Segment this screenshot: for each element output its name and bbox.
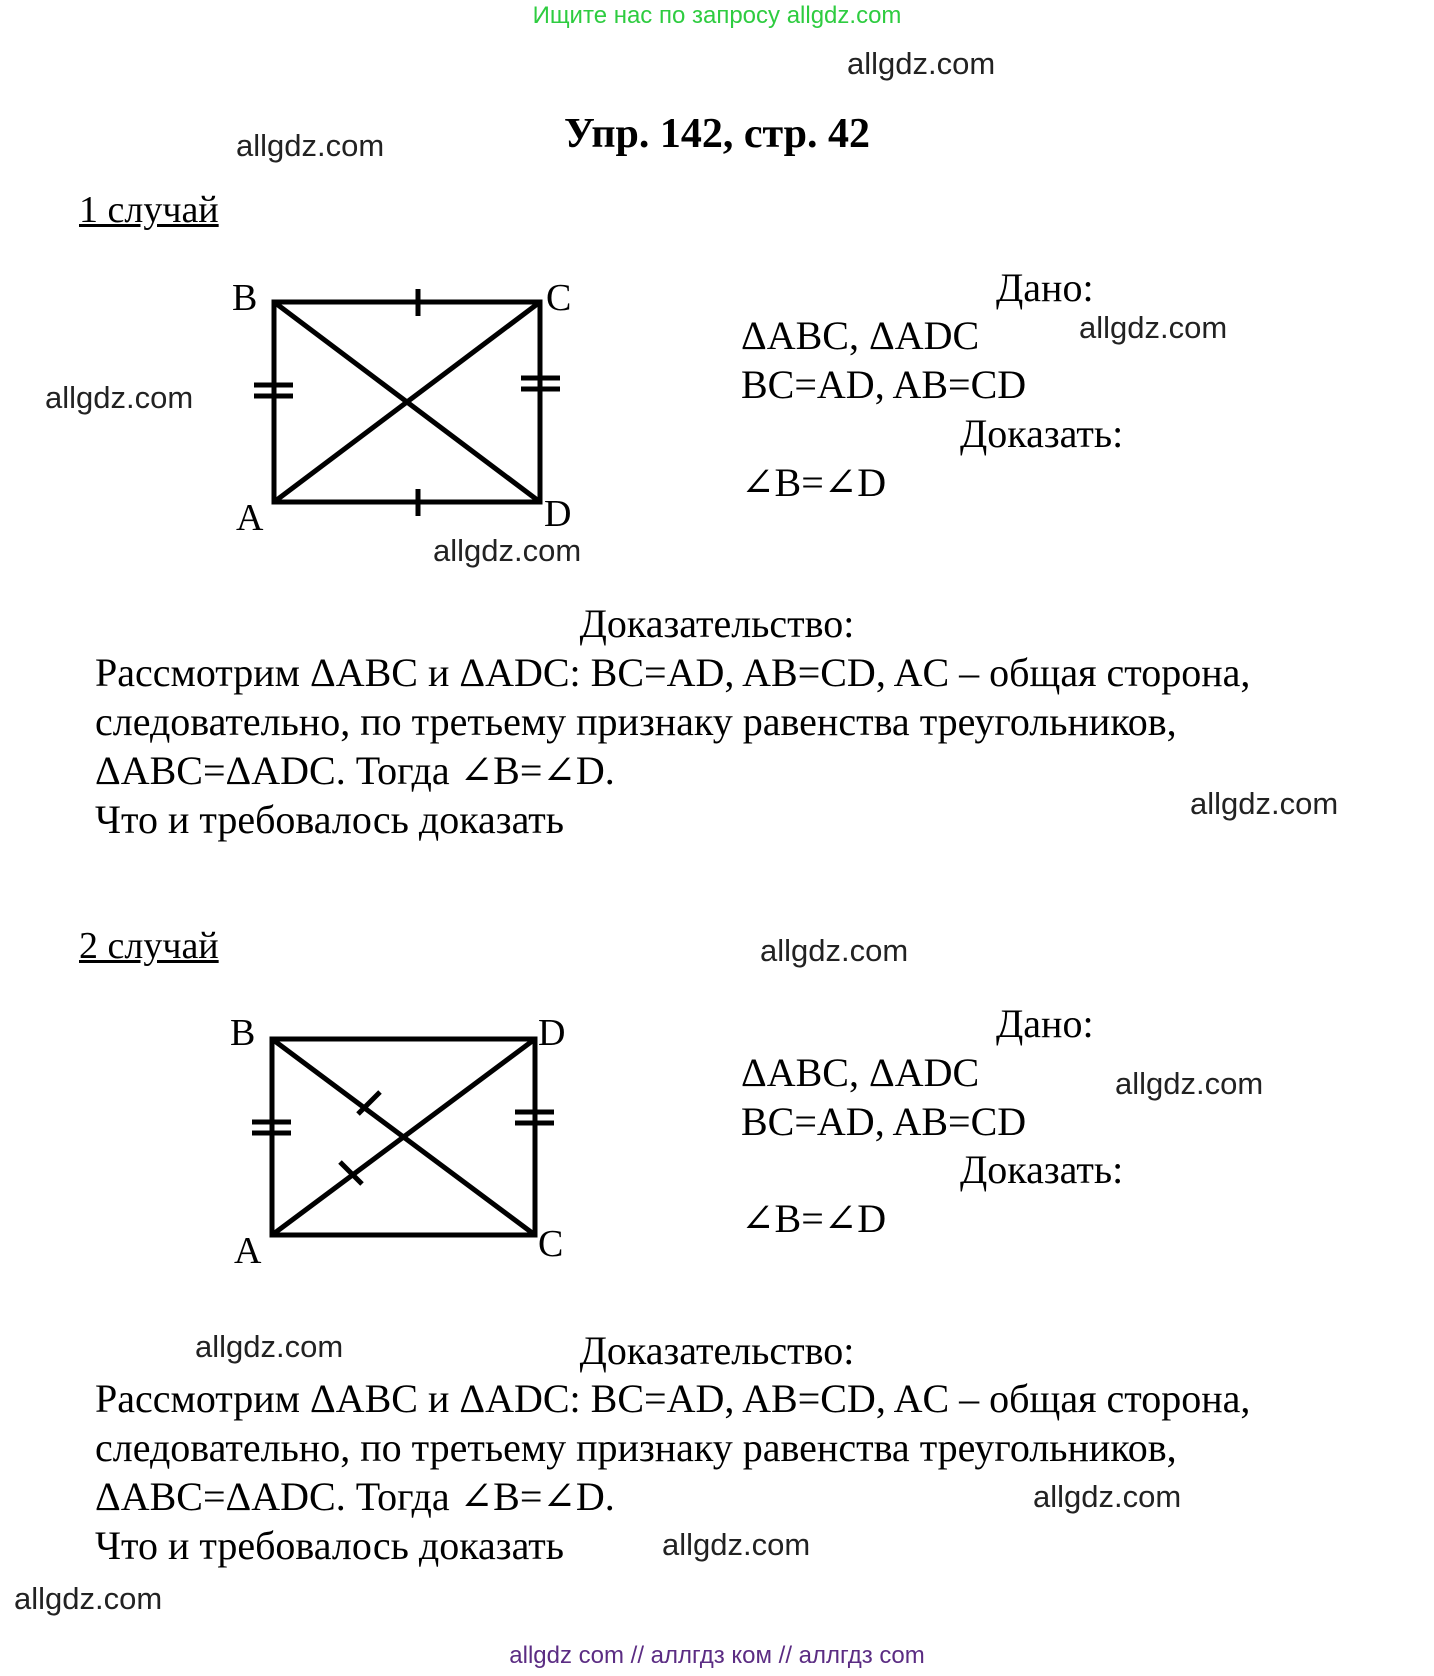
watermark: allgdz.com [1115, 1066, 1264, 1101]
case2-given-heading: Дано: [996, 1001, 1094, 1046]
case2-proof-line3: ΔABC=ΔADC. Тогда ∠B=∠D. [95, 1474, 615, 1519]
case1-label-c: C [546, 277, 572, 319]
watermark: allgdz.com [433, 533, 582, 568]
watermark: allgdz.com [1190, 786, 1339, 821]
case1-label-b: B [232, 277, 258, 319]
case2-diagonal-bc [272, 1039, 535, 1235]
case2-tick-bo [358, 1092, 380, 1114]
watermark: allgdz.com [236, 128, 385, 163]
case1-label-d: D [544, 493, 572, 535]
case1-rectangle [274, 302, 540, 502]
watermark: allgdz.com [45, 380, 194, 415]
case1-diagonal-ac [274, 302, 540, 502]
case2-label-a: A [234, 1230, 262, 1272]
case1-proof-line3: ΔABC=ΔADC. Тогда ∠B=∠D. [95, 748, 615, 793]
case1-proof-line2: следовательно, по третьему признаку равенства треугольников, [95, 699, 1177, 744]
case1-proof-heading: Доказательство: [579, 601, 855, 646]
case1-prove-statement: ∠B=∠D [741, 460, 887, 505]
page-title: Упр. 142, стр. 42 [563, 111, 871, 157]
case1-prove-heading: Доказать: [960, 411, 1124, 456]
case2-prove-heading: Доказать: [960, 1147, 1124, 1192]
watermark: allgdz.com [14, 1581, 163, 1616]
top-banner: Ищите нас по запросу allgdz.com [532, 2, 902, 29]
footer: allgdz com // аллгдз ком // аллгдз com [509, 1642, 925, 1669]
case2-label-c: C [538, 1223, 564, 1265]
case1-given-heading: Дано: [996, 265, 1094, 310]
case2-heading: 2 случай [79, 925, 219, 967]
case1-given-line1: ΔABC, ΔADC [741, 313, 980, 358]
watermark: allgdz.com [1033, 1479, 1182, 1514]
case2-diagonal-ad [272, 1039, 535, 1235]
case2-proof-line1: Рассмотрим ΔABC и ΔADC: BC=AD, AB=CD, AC – общая сторона, [95, 1376, 1251, 1421]
watermark: allgdz.com [662, 1527, 811, 1562]
watermark: allgdz.com [195, 1329, 344, 1364]
case1-heading: 1 случай [79, 189, 219, 231]
case1-diagonal-bd [274, 302, 540, 502]
case2-tick-ao [340, 1162, 362, 1184]
watermark: allgdz.com [847, 46, 996, 81]
case2-proof-line2: следовательно, по третьему признаку равенства треугольников, [95, 1425, 1177, 1470]
case2-label-d: D [538, 1012, 566, 1054]
watermark: allgdz.com [1079, 310, 1228, 345]
case2-prove-statement: ∠B=∠D [741, 1196, 887, 1241]
case1-label-a: A [236, 497, 264, 539]
watermark: allgdz.com [760, 933, 909, 968]
case2-given-line1: ΔABC, ΔADC [741, 1050, 980, 1095]
case2-proof-line4: Что и требовалось доказать [95, 1523, 565, 1568]
case2-label-b: B [230, 1012, 256, 1054]
case2-proof-heading: Доказательство: [579, 1328, 855, 1373]
case1-proof-line1: Рассмотрим ΔABC и ΔADC: BC=AD, AB=CD, AC – общая сторона, [95, 650, 1251, 695]
case1-given-line2: BC=AD, AB=CD [741, 362, 1027, 407]
case2-rectangle [272, 1039, 535, 1235]
case1-proof-line4: Что и требовалось доказать [95, 797, 565, 842]
case2-given-line2: BC=AD, AB=CD [741, 1099, 1027, 1144]
